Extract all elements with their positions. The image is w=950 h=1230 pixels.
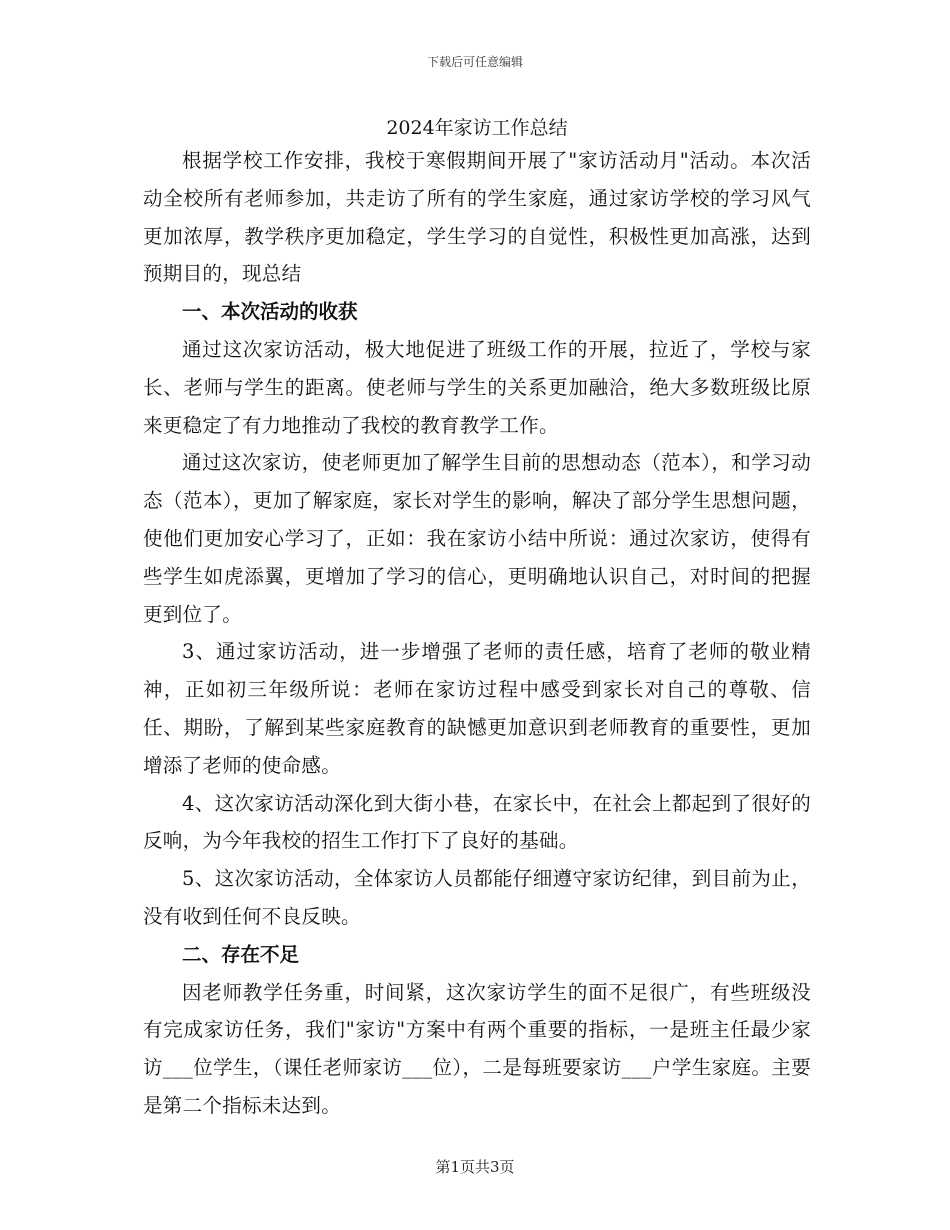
page-footer: 第1页共3页 — [435, 1158, 515, 1176]
document-body — [143, 114, 811, 1125]
paragraph-gains-3: 3、通过家访活动，进一步增强了老师的责任感，培育了老师的敬业精神，正如初三年级所说：老师在家访过程中感受到家长对自己的尊敬、信任、期盼，了解到某些家庭教育的缺憾更加意识到老师教育的重要性，更加增添了老师的使命感。 — [143, 640, 811, 777]
paragraph-gains-1: 通过这次家访活动，极大地促进了班级工作的开展，拉近了，学校与家长、老师与学生的距离。使老师与学生的关系更加融洽，绝大多数班级比原来更稳定了有力地推动了我校的教育教学工作。 — [143, 337, 811, 437]
paragraph-gains-5: 5、这次家访活动，全体家访人员都能仔细遵守家访纪律，到目前为止，没有收到任何不良反映。 — [143, 867, 811, 928]
paragraph-shortcomings-1: 因老师教学任务重，时间紧，这次家访学生的面不足很广，有些班级没有完成家访任务，我们"家访"方案中有两个重要的指标，一是班主任最少家访___位学生，（课任老师家访___位），二是每班要家访___户学生家庭。主要是第二个指标未达到。 — [143, 980, 811, 1117]
document-title: 2024年家访工作总结 — [386, 117, 568, 139]
intro-paragraph: 根据学校工作安排，我校于寒假期间开展了"家访活动月"活动。本次活动全校所有老师参加，共走访了所有的学生家庭，通过家访学校的学习风气更加浓厚，教学秩序更加稳定，学生学习的自觉性，积极性更加高涨，达到预期目的，现总结 — [143, 149, 811, 286]
page-header: 下载后可任意编辑 — [426, 55, 523, 69]
paragraph-gains-4: 4、这次家访活动深化到大街小巷，在家长中，在社会上都起到了很好的反响，为今年我校的招生工作打下了良好的基础。 — [143, 791, 811, 853]
section-heading-gains: 一、本次活动的收获 — [182, 300, 358, 324]
paragraph-gains-2: 通过这次家访，使老师更加了解学生目前的思想动态（范本），和学习动态（范本），更加了解家庭，家长对学生的影响，解决了部分学生思想问题，使他们更加安心学习了，正如：我在家访小结中所说：通过次家访，使得有些学生如虎添翼，更增加了学习的信心，更明确地认识自己，对时间的把握更到位了。 — [143, 451, 811, 626]
section-heading-shortcomings: 二、存在不足 — [182, 942, 300, 966]
